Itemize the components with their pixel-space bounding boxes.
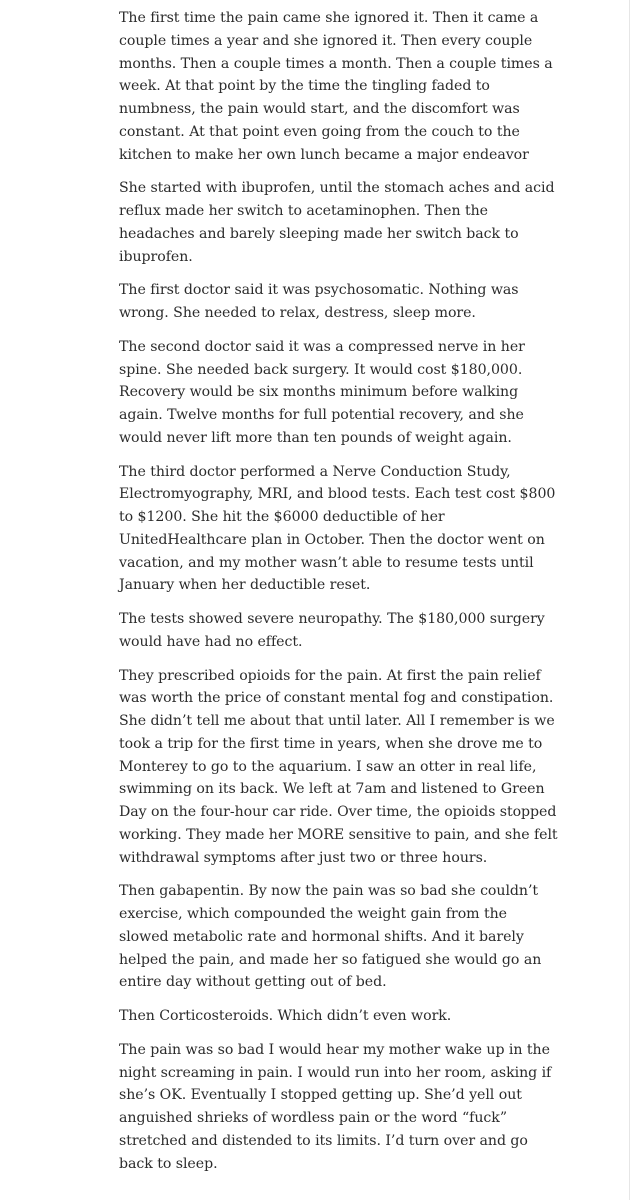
paragraph-7: They prescribed opioids for the pain. At first the pain relief was worth the price of constant mental fog and constipation. She didn’t tell me about that until later. All I remember is we took a trip for the first time in years, when she drove me to Monterey to go to the aquarium. I saw an otter in real life, swimming on its back. We left at 7am and listened to Green Day on the four-hour car ride. Over time, the opioids stopped working. They made her MORE sensitive to pain, and she felt withdrawal symptoms after just two or three hours. <box>119 667 558 866</box>
paragraph-2: She started with ibuprofen, until the stomach aches and acid reflux made her switch to acetaminophen. Then the headaches and barely sleeping made her switch back to ibuprofen. <box>119 180 555 265</box>
paragraph-8: Then gabapentin. By now the pain was so bad she couldn’t exercise, which compounded the weight gain from the slowed metabolic rate and hormonal shifts. And it barely helped the pain, and made her so fatigued she would go an entire day without getting out of bed. <box>119 883 542 991</box>
paragraph-10: The pain was so bad I would hear my mother wake up in the night screaming in pain. I would run into her room, asking if she’s OK. Eventually I stopped getting up. She’d yell out anguished shrieks of wordless pain or the word “fuck” stretched and distended to its limits. I’d turn over and go back to sleep. <box>119 1041 552 1172</box>
paragraph-9: Then Corticosteroids. Which didn’t even work. <box>119 1008 452 1024</box>
paragraph-6: The tests showed severe neuropathy. The $180,000 surgery would have had no effect. <box>119 611 545 650</box>
paragraph-3: The first doctor said it was psychosomatic. Nothing was wrong. She needed to relax, destress, sleep more. <box>119 282 519 321</box>
paragraph-4: The second doctor said it was a compressed nerve in her spine. She needed back surgery. It would cost $180,000. Recovery would be six months minimum before walking again. Twelve months for full potential recovery, and she would never lift more than ten pounds of weight again. <box>119 338 525 446</box>
paragraph-1: The first time the pain came she ignored it. Then it came a couple times a year and she ignored it. Then every couple months. Then a couple times a month. Then a couple times a week. At that point by the time the tingling faded to numbness, the pain would start, and the discomfort was constant. At that point even going from the couch to the kitchen to make her own lunch became a major endeavor <box>119 10 553 163</box>
article-body <box>119 7 559 1186</box>
paragraph-5: The third doctor performed a Nerve Conduction Study, Electromyography, MRI, and blood tests. Each test cost $800 to $1200. She hit the $6000 deductible of her UnitedHealthcare plan in October. Then the doctor went on vacation, and my mother wasn’t able to resume tests until January when her deductible reset. <box>119 463 556 594</box>
